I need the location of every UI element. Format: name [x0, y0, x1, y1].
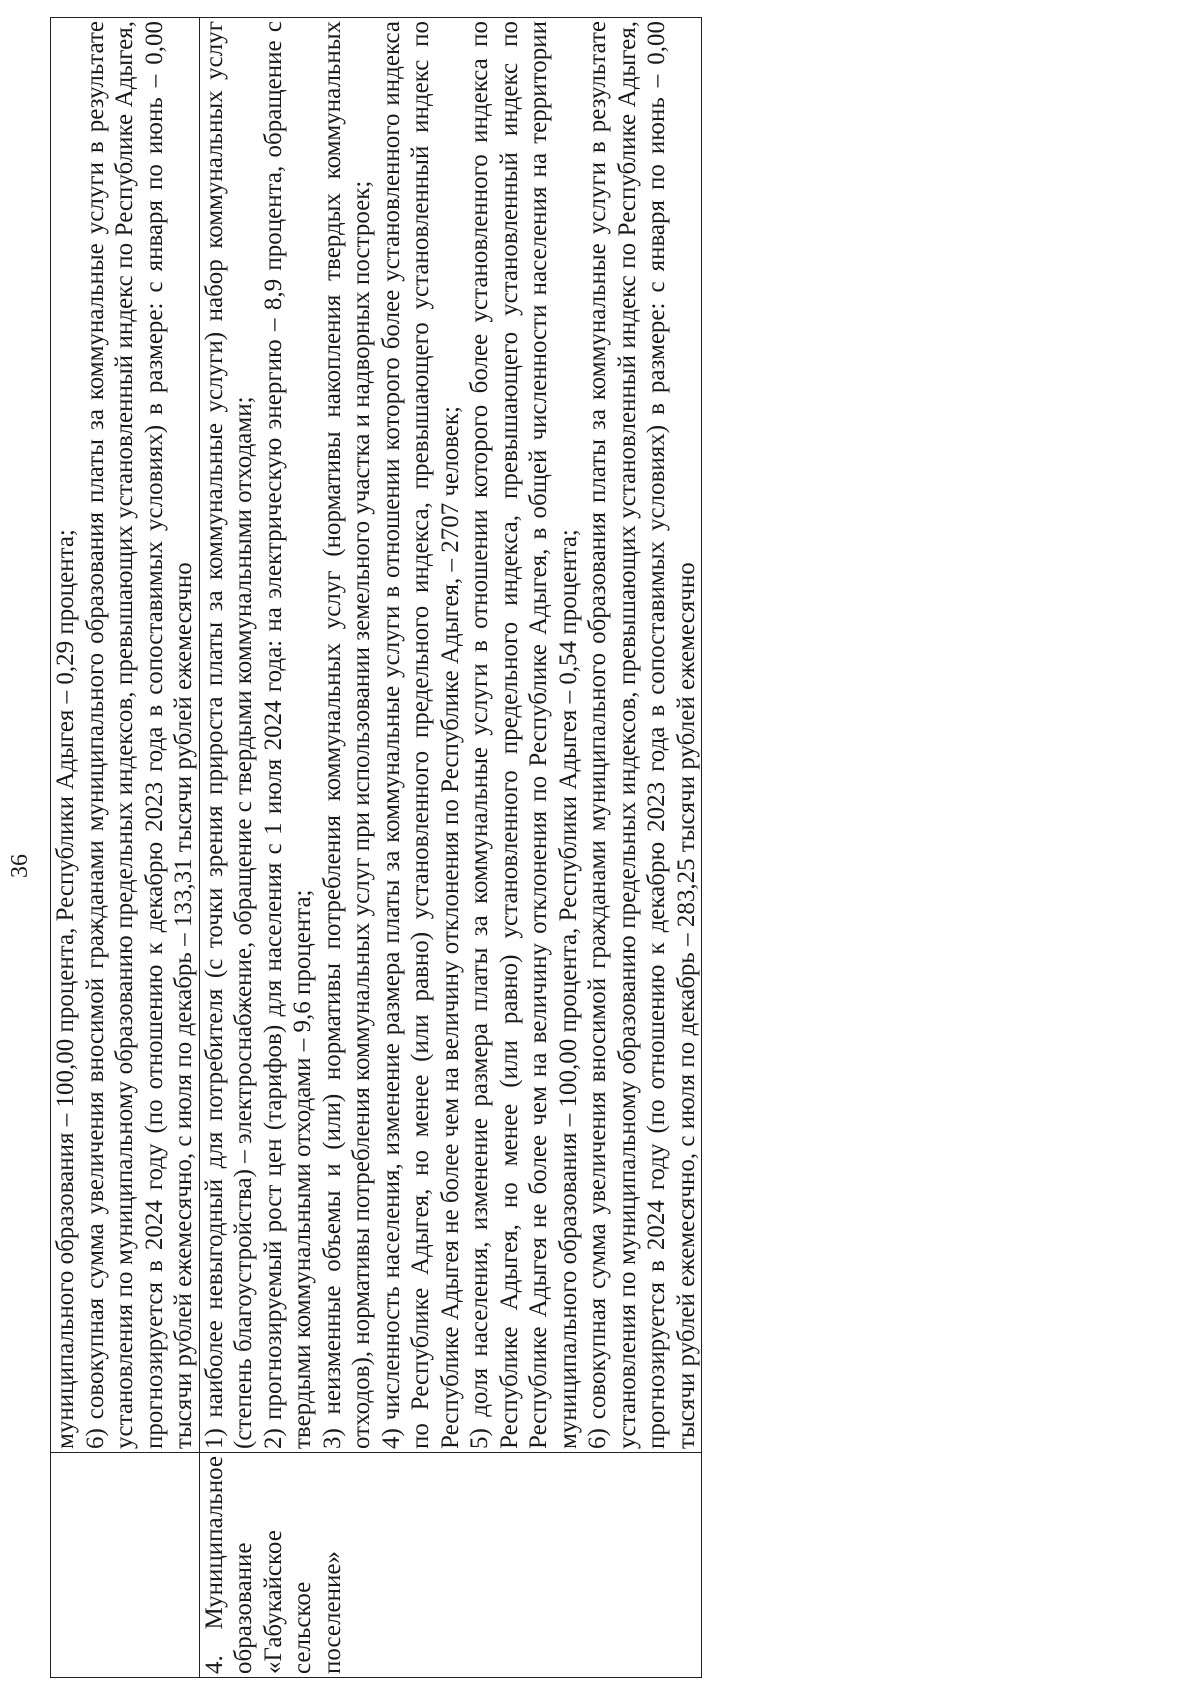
page-number: 36 [7, 854, 33, 878]
municipality-name-cell [199, 1453, 702, 1678]
table-row [199, 18, 702, 1678]
indicator-paragraph: 4) численность населения, изменение размера платы за коммунальные услуги в отношении которого более установленного индекса по Республике Адыгея, но менее (или равно) установленного предельного индекса, превышающего установленный индекс по Республике Адыгея не более чем на величину отклонения по Республике Адыгея, – 2707 человек; [377, 21, 464, 1449]
indicator-paragraph: 2) прогнозируемый рост цен (тарифов) для населения с 1 июля 2024 года: на электрическую энергию – 8,9 процента, обращение с твердыми коммунальными отходами – 9,6 процента; [259, 21, 316, 1449]
data-table [50, 17, 702, 1678]
indicator-paragraph: 3) неизменные объемы и (или) нормативы потребления коммунальных услуг (нормативы накопления твердых коммунальных отходов), нормативы потребления коммунальных услуг при использовании земельного участка и надворных построек; [318, 21, 375, 1449]
indicator-paragraph: 6) совокупная сумма увеличения вносимой гражданами муниципального образования платы за коммунальные услуги в результате установления по муниципальному образованию предельных индексов, превышающих установленный индекс по Республике Адыгея, прогнозируется в 2024 году (по отношению к декабрю 2023 года в сопоставимых условиях) в размере: с января по июнь – 0,00 тысячи рублей ежемесячно, с июля по декабрь – 283,25 тысячи рублей ежемесячно [584, 21, 700, 1449]
indicators-cell [51, 18, 200, 1453]
municipality-name-cell [51, 1453, 200, 1678]
table-row [51, 18, 200, 1678]
indicator-paragraph: муниципального образования – 100,00 процента, Республики Адыгея – 0,29 процента; [52, 529, 79, 1449]
table-body [51, 18, 702, 1678]
rotated-page-content [0, 18, 1000, 1678]
indicator-paragraph: 1) наиболее невыгодный для потребителя (с точки зрения прироста платы за коммунальные услуги) набор коммунальных услуг (степень благоустройства) – электроснабжение, обращение с твердыми коммунальными отходами; [200, 21, 257, 1449]
municipality-name: 4. Муниципальное образование «Габукайское сельское поселение» [200, 1456, 346, 1674]
indicators-cell [199, 18, 702, 1453]
indicator-paragraph: 5) доля населения, изменение размера платы за коммунальные услуги в отношении которого более установленного индекса по Республике Адыгея, но менее (или равно) установленного предельного индекса, превышающего установленный индекс по Республике Адыгея не более чем на величину отклонения по Республике Адыгея, в общей численности населения на территории муниципального образования – 100,00 процента, Республики Адыгея – 0,54 процента; [466, 21, 582, 1449]
indicator-paragraph: 6) совокупная сумма увеличения вносимой гражданами муниципального образования платы за коммунальные услуги в результате установления по муниципальному образованию предельных индексов, превышающих установленный индекс по Республике Адыгея, прогнозируется в 2024 году (по отношению к декабрю 2023 года в сопоставимых условиях) в размере: с января по июнь – 0,00 тысячи рублей ежемесячно, с июля по декабрь – 133,31 тысячи рублей ежемесячно [81, 21, 197, 1449]
